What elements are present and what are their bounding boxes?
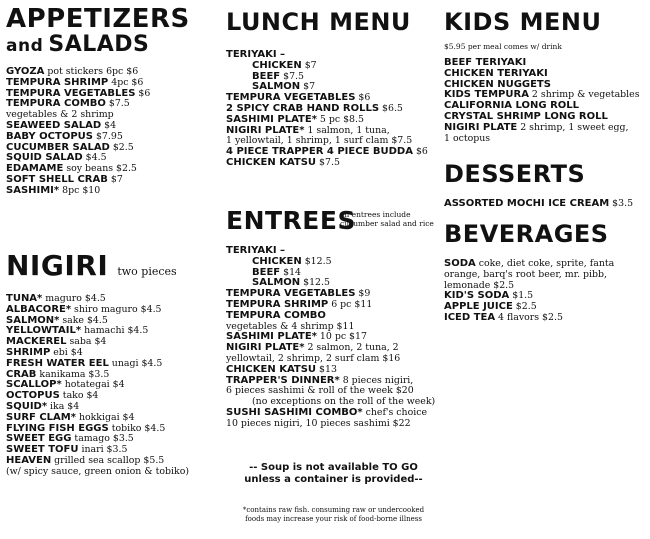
lunch-item xyxy=(226,158,428,169)
item-name: CALIFORNIA LONG ROLL xyxy=(444,100,580,112)
beverage-item xyxy=(444,313,614,324)
item-name: CRAB xyxy=(6,368,37,380)
item-name: CRYSTAL SHRIMP LONG ROLL xyxy=(444,110,608,122)
item-description: $7 xyxy=(301,59,317,71)
item-name: TERIYAKI – xyxy=(226,245,286,256)
item-description: kanikama $3.5 xyxy=(36,368,110,380)
item-name: BEEF xyxy=(252,70,281,82)
item-name: CHICKEN xyxy=(252,59,302,71)
item-name: SWEET EGG xyxy=(6,433,72,445)
item-description: tobiko $4.5 xyxy=(108,422,166,434)
item-description: inari $3.5 xyxy=(78,444,128,456)
item-description: $7 xyxy=(107,173,123,185)
item-name: SALMON xyxy=(252,81,301,93)
item-name: 4 PIECE TRAPPER 4 PIECE BUDDA xyxy=(226,146,413,158)
item-name: TEMPURA COMBO xyxy=(6,98,106,110)
kids-title: KIDS MENU xyxy=(444,8,602,36)
item-description: saba $4 xyxy=(66,336,107,348)
item-description: 2 shrimp & vegetables xyxy=(528,89,640,101)
appetizers-and: and xyxy=(6,36,44,56)
item-description: $12.5 xyxy=(300,277,330,289)
item-name: SALMON xyxy=(252,277,301,289)
item-name: SEAWEED SALAD xyxy=(6,119,102,131)
item-description: $7.5 xyxy=(105,98,130,110)
item-name: TRAPPER'S DINNER* xyxy=(226,374,340,386)
item-name: CHICKEN TERIYAKI xyxy=(444,67,548,79)
soup-notice-line1: -- Soup is not available TO GO xyxy=(249,462,418,473)
item-description: 10 pc $17 xyxy=(316,331,367,343)
item-name: SUSHI SASHIMI COMBO* xyxy=(226,406,363,418)
entrees-title: ENTREES xyxy=(226,206,356,235)
item-name: TERIYAKI – xyxy=(226,49,286,60)
item-description: $2.5 xyxy=(109,141,134,153)
item-name: SASHIMI* xyxy=(6,184,60,196)
desserts-list xyxy=(444,199,633,210)
item-description: hotategai $4 xyxy=(61,379,125,391)
kids-item xyxy=(444,134,640,145)
item-description: 2 shrimp, 1 sweet egg, xyxy=(517,121,629,133)
item-description: $12.5 xyxy=(301,255,332,267)
item-description: maguro $4.5 xyxy=(42,293,106,304)
item-name: SWEET TOFU xyxy=(6,444,79,456)
item-description: $13 xyxy=(316,363,337,375)
item-name: SOFT SHELL CRAB xyxy=(6,173,108,185)
item-name: FLYING FISH EGGS xyxy=(6,422,109,434)
item-description: 4 flavors $2.5 xyxy=(495,311,563,323)
entrees-note: all entrees include cucumber salad and rice xyxy=(340,210,434,228)
beverages-list xyxy=(444,259,614,324)
appetizer-item xyxy=(6,186,150,197)
item-description: yellowtail, 2 shrimp, 2 surf clam $16 xyxy=(226,352,401,364)
item-name: TEMPURA SHRIMP xyxy=(226,298,329,310)
item-name: ALBACORE* xyxy=(6,303,72,315)
item-description: tamago $3.5 xyxy=(71,433,134,445)
nigiri-heading xyxy=(6,249,177,282)
item-description: $6 xyxy=(355,92,371,104)
item-description: 10 pieces nigiri, 10 pieces sashimi $22 xyxy=(226,417,411,429)
item-name: SASHIMI PLATE* xyxy=(226,331,317,343)
item-name: BEEF xyxy=(252,266,281,278)
item-description: $6 xyxy=(135,87,151,99)
item-description: 8 pieces nigiri, xyxy=(339,374,414,386)
soup-notice-line2: unless a container is provided-- xyxy=(244,474,423,485)
salads-title-row xyxy=(6,34,190,56)
item-description: sake $4.5 xyxy=(59,314,108,326)
item-name: NIGIRI PLATE* xyxy=(226,124,305,136)
item-description: 5 pc $8.5 xyxy=(316,113,364,125)
item-description: ebi $4 xyxy=(50,346,83,358)
soup-notice xyxy=(226,462,441,486)
item-name: SASHIMI PLATE* xyxy=(226,113,317,125)
appetizers-list xyxy=(6,67,150,197)
item-description: lemonade $2.5 xyxy=(444,279,515,291)
item-description: 2 salmon, 2 tuna, 2 xyxy=(304,342,399,354)
item-name: CHICKEN NUGGETS xyxy=(444,78,551,90)
item-name: ASSORTED MOCHI ICE CREAM xyxy=(444,198,610,209)
item-description: chef's choice xyxy=(362,406,428,418)
item-description: $4 xyxy=(101,119,117,131)
item-description: vegetables & 2 shrimp xyxy=(6,109,114,121)
item-name: KIDS TEMPURA xyxy=(444,89,529,101)
kids-list xyxy=(444,58,640,144)
item-name: SALMON* xyxy=(6,314,60,326)
item-description: 8pc $10 xyxy=(59,184,101,196)
item-description: tako $4 xyxy=(59,390,99,402)
item-description: $9 xyxy=(355,288,371,300)
nigiri-subtitle: two pieces xyxy=(117,265,177,278)
item-description: $2.5 xyxy=(512,301,537,313)
item-name: SCALLOP* xyxy=(6,379,62,391)
item-name: GYOZA xyxy=(6,66,45,77)
item-name: MACKEREL xyxy=(6,336,67,348)
item-description: soy beans $2.5 xyxy=(63,163,137,175)
item-name: SQUID* xyxy=(6,400,48,412)
item-description: shiro maguro $4.5 xyxy=(71,303,162,315)
item-name: TEMPURA VEGETABLES xyxy=(226,92,356,104)
item-description: $7.5 xyxy=(280,70,304,82)
item-name: SQUID SALAD xyxy=(6,152,83,164)
item-name: FRESH WATER EEL xyxy=(6,357,109,369)
entrees-list xyxy=(226,246,435,430)
item-description: 6 pieces sashimi & roll of the week $20 xyxy=(226,385,414,397)
item-name: ICED TEA xyxy=(444,311,496,323)
item-description: $6.5 xyxy=(379,102,403,114)
lunch-list xyxy=(226,50,428,169)
footnote-line1: *contains raw fish. consuming raw or undercooked xyxy=(242,506,425,514)
salads-title: SALADS xyxy=(48,32,150,57)
item-description: (no exceptions on the roll of the week) xyxy=(252,396,436,408)
item-name: OCTOPUS xyxy=(6,390,60,402)
item-name: CHICKEN xyxy=(252,255,302,267)
item-description: $14 xyxy=(280,266,301,278)
item-description: $7.5 xyxy=(316,156,340,168)
item-description: (w/ spicy sauce, green onion & tobiko) xyxy=(6,465,190,477)
beverages-title: BEVERAGES xyxy=(444,220,609,248)
footnote-line2: foods may increase your risk of food-borne illness xyxy=(245,514,422,523)
item-description: $3.5 xyxy=(609,198,634,209)
item-description: hamachi $4.5 xyxy=(81,325,149,337)
appetizers-heading xyxy=(6,6,190,56)
item-name: TEMPURA COMBO xyxy=(226,309,326,321)
item-name: NIGIRI PLATE xyxy=(444,121,518,133)
item-description: 6 pc $11 xyxy=(328,298,373,310)
item-name: 2 SPICY CRAB HAND ROLLS xyxy=(226,102,380,114)
desserts-title: DESSERTS xyxy=(444,160,586,188)
item-description: $7.95 xyxy=(92,130,123,142)
item-name: APPLE JUICE xyxy=(444,301,513,313)
nigiri-list xyxy=(6,294,189,478)
item-description: pot stickers 6pc $6 xyxy=(44,66,139,77)
item-description: ika $4 xyxy=(47,400,80,412)
item-name: SODA xyxy=(444,258,476,269)
item-name: BEEF TERIYAKI xyxy=(444,57,527,68)
lunch-title: LUNCH MENU xyxy=(226,8,411,36)
item-name: KID'S SODA xyxy=(444,290,510,302)
raw-fish-footnote xyxy=(226,506,441,523)
item-description: 1 yellowtail, 1 shrimp, 1 surf clam $7.5 xyxy=(226,135,413,147)
item-description: 1 salmon, 1 tuna, xyxy=(304,124,390,136)
item-description: orange, barq's root beer, mr. pibb, xyxy=(444,268,608,280)
item-name: YELLOWTAIL* xyxy=(6,325,82,337)
item-name: SHRIMP xyxy=(6,346,51,358)
item-name: CHICKEN KATSU xyxy=(226,363,317,375)
nigiri-item xyxy=(6,467,189,478)
dessert-item xyxy=(444,199,633,210)
item-name: EDAMAME xyxy=(6,163,64,175)
item-description: $7 xyxy=(300,81,316,93)
entree-item xyxy=(226,419,435,430)
item-description: $6 xyxy=(412,146,428,158)
item-description: hokkigai $4 xyxy=(75,411,135,423)
item-description: vegetables & 4 shrimp $11 xyxy=(226,320,355,332)
item-name: CUCUMBER SALAD xyxy=(6,141,110,153)
item-name: HEAVEN xyxy=(6,454,52,466)
item-description: $4.5 xyxy=(82,152,107,164)
appetizers-title: APPETIZERS xyxy=(6,4,190,34)
item-name: CHICKEN KATSU xyxy=(226,156,317,168)
kids-note: $5.95 per meal comes w/ drink xyxy=(444,42,562,51)
item-name: SURF CLAM* xyxy=(6,411,76,423)
item-description: 1 octopus xyxy=(444,132,491,144)
item-description: 4pc $6 xyxy=(108,76,144,88)
nigiri-title: NIGIRI xyxy=(6,249,109,282)
item-name: TUNA* xyxy=(6,293,43,304)
item-name: BABY OCTOPUS xyxy=(6,130,93,142)
item-description: coke, diet coke, sprite, fanta xyxy=(475,258,615,269)
item-name: TEMPURA SHRIMP xyxy=(6,76,109,88)
item-name: NIGIRI PLATE* xyxy=(226,342,305,354)
item-name: TEMPURA VEGETABLES xyxy=(226,288,356,300)
item-name: TEMPURA VEGETABLES xyxy=(6,87,136,99)
item-description: unagi $4.5 xyxy=(108,357,163,369)
item-description: grilled sea scallop $5.5 xyxy=(51,454,165,466)
item-description: $1.5 xyxy=(509,290,534,302)
